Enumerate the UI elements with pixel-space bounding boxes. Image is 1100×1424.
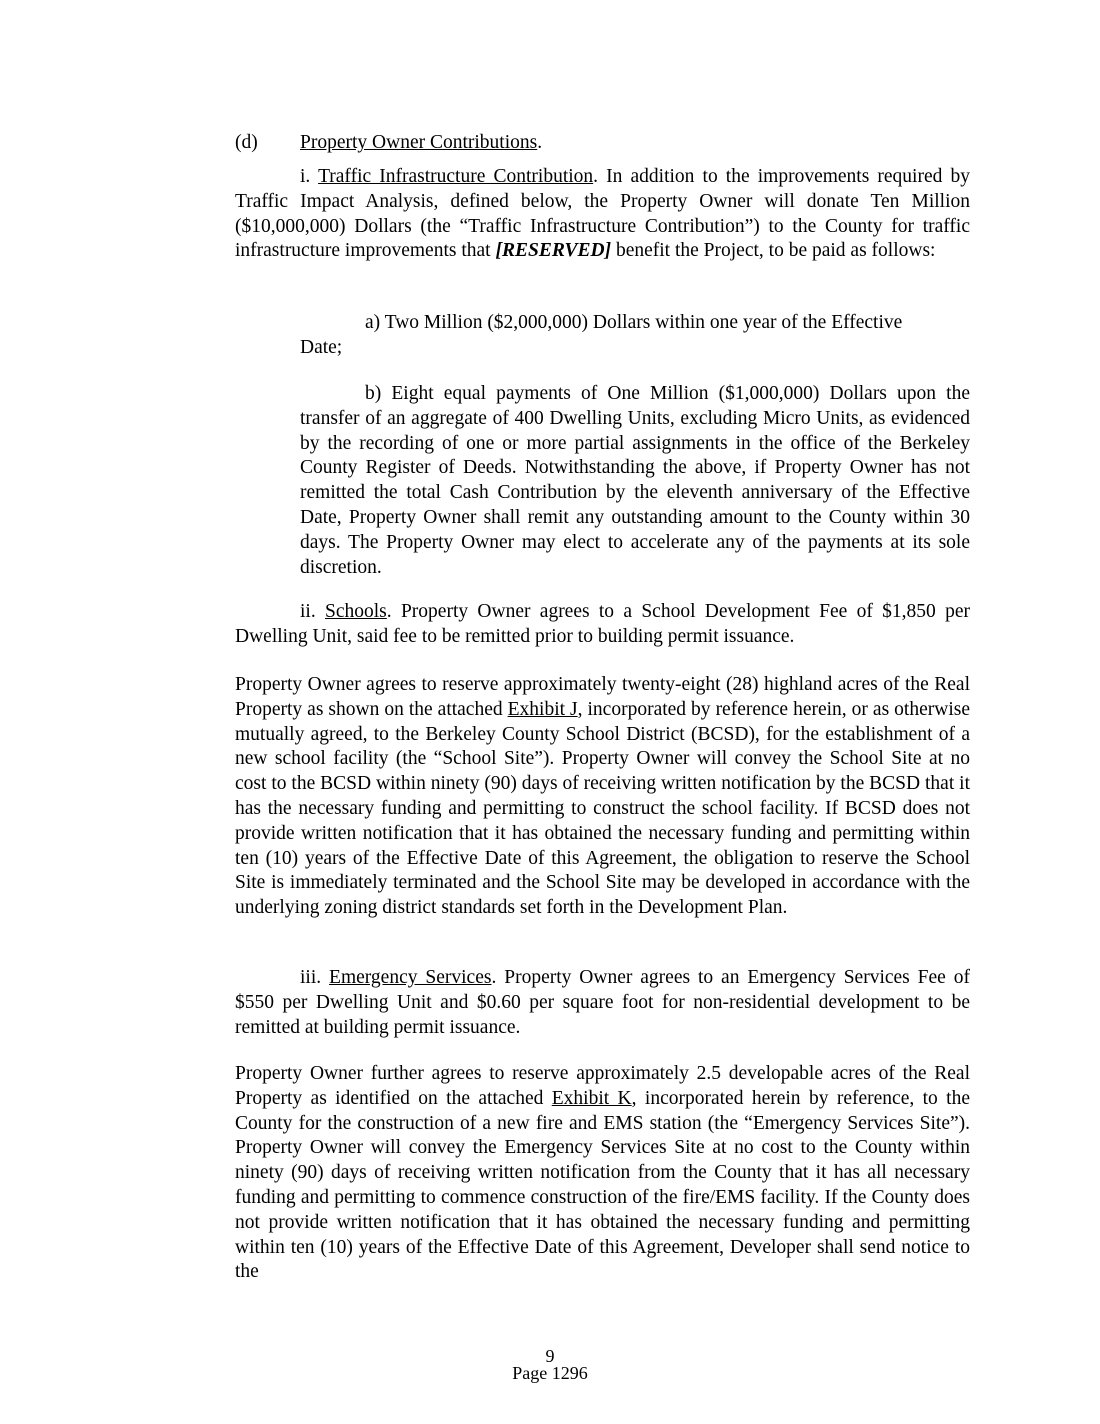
section-title: Property Owner Contributions: [300, 132, 538, 153]
emergency-text: . Property Owner agrees to an Emergency Services Fee of $550 per Dwelling Unit and $0.60 per square foot for non-residential development to be remitted at building permit issuance.: [235, 967, 970, 1038]
payment-a-line2: Date;: [300, 336, 343, 358]
emergency-site-paragraph: [235, 1062, 970, 1285]
schools-text: . Property Owner agrees to a School Development Fee of $1,850 per Dwelling Unit, said fee to be remitted prior to building permit issuance.: [235, 601, 970, 647]
school-site-text-after: , incorporated by reference herein, or as otherwise mutually agreed, to the Berkeley County School District (BCSD), for the establishment of a new school facility (the “School Site”). Property Owner will convey the School Site at no cost to the BCSD within ninety (90) days of receiving written notification by the BCSD that it has the necessary funding and permitting to construct the school facility. If BCSD does not provide written notification that it has obtained the necessary funding and permitting within ten (10) years of the Effective Date of this Agreement, the obligation to reserve the School Site is immediately terminated and the School Site may be developed in accordance with the underlying zoning district standards set forth in the Development Plan.: [235, 698, 970, 919]
exhibit-j-reference: Exhibit J: [507, 698, 578, 720]
school-site-paragraph: [235, 673, 970, 921]
section-label: (d): [235, 132, 258, 153]
section-heading: [235, 131, 542, 156]
payment-a-line1: a) Two Million ($2,000,000) Dollars within one year of the Effective: [365, 312, 903, 333]
emergency-site-text-after: , incorporated herein by reference, to the County for the construction of a new fire and EMS station (the “Emergency Services Site”). Property Owner will convey the Emergency Services Site at no cost to the County within ninety (90) days of receiving written notification from the County that it has all necessary funding and permitting to commence construction of the fire/EMS facility. If the County does not provide written notification that it has obtained the necessary funding and permitting within ten (10) years of the Effective Date of this Agreement, Developer shall send notice to the: [235, 1087, 970, 1283]
schools-paragraph: [235, 600, 970, 650]
emergency-site-text-before: Property Owner further agrees to reserve approximately 2.5 developable acres of the Real Property as identified on the attached: [235, 1063, 970, 1109]
school-site-text-before: Property Owner agrees to reserve approximately twenty-eight (28) highland acres of the Real Property as shown on the attached: [235, 674, 970, 720]
schools-title: Schools: [325, 601, 387, 622]
traffic-prefix: i.: [300, 166, 319, 187]
traffic-title: Traffic Infrastructure Contribution: [318, 166, 594, 187]
traffic-text-before: . In addition to the improvements required by Traffic Impact Analysis, defined below, the Property Owner will donate Ten Million ($10,000,000) Dollars (the “Traffic Infrastructure Contribution”) to the County for traffic infrastructure improvements that: [235, 166, 970, 262]
emergency-title: Emergency Services: [329, 967, 492, 988]
reserved-marker: [RESERVED]: [495, 240, 612, 262]
traffic-paragraph: [235, 165, 970, 264]
emergency-paragraph: [235, 966, 970, 1040]
traffic-text-after: benefit the Project, to be paid as follows:: [611, 240, 936, 262]
page-label: Page 1296: [512, 1363, 588, 1383]
emergency-prefix: iii.: [300, 967, 330, 988]
exhibit-k-reference: Exhibit K: [551, 1087, 632, 1109]
schools-prefix: ii.: [300, 601, 326, 622]
page-number: 9: [545, 1346, 555, 1366]
payment-b-paragraph: b) Eight equal payments of One Million ($1,000,000) Dollars upon the transfer of an aggregate of 400 Dwelling Units, excluding Micro Units, as evidenced by the recording of one or more partial assignments in the office of the Berkeley County Register of Deeds. Notwithstanding the above, if Property Owner has not remitted the total Cash Contribution by the eleventh anniversary of the Effective Date, Property Owner shall remit any outstanding amount to the County within 30 days. The Property Owner may elect to accelerate any of the payments at its sole discretion.: [300, 383, 970, 578]
payment-a-paragraph: [300, 311, 970, 361]
section-title-suffix: .: [537, 132, 543, 153]
